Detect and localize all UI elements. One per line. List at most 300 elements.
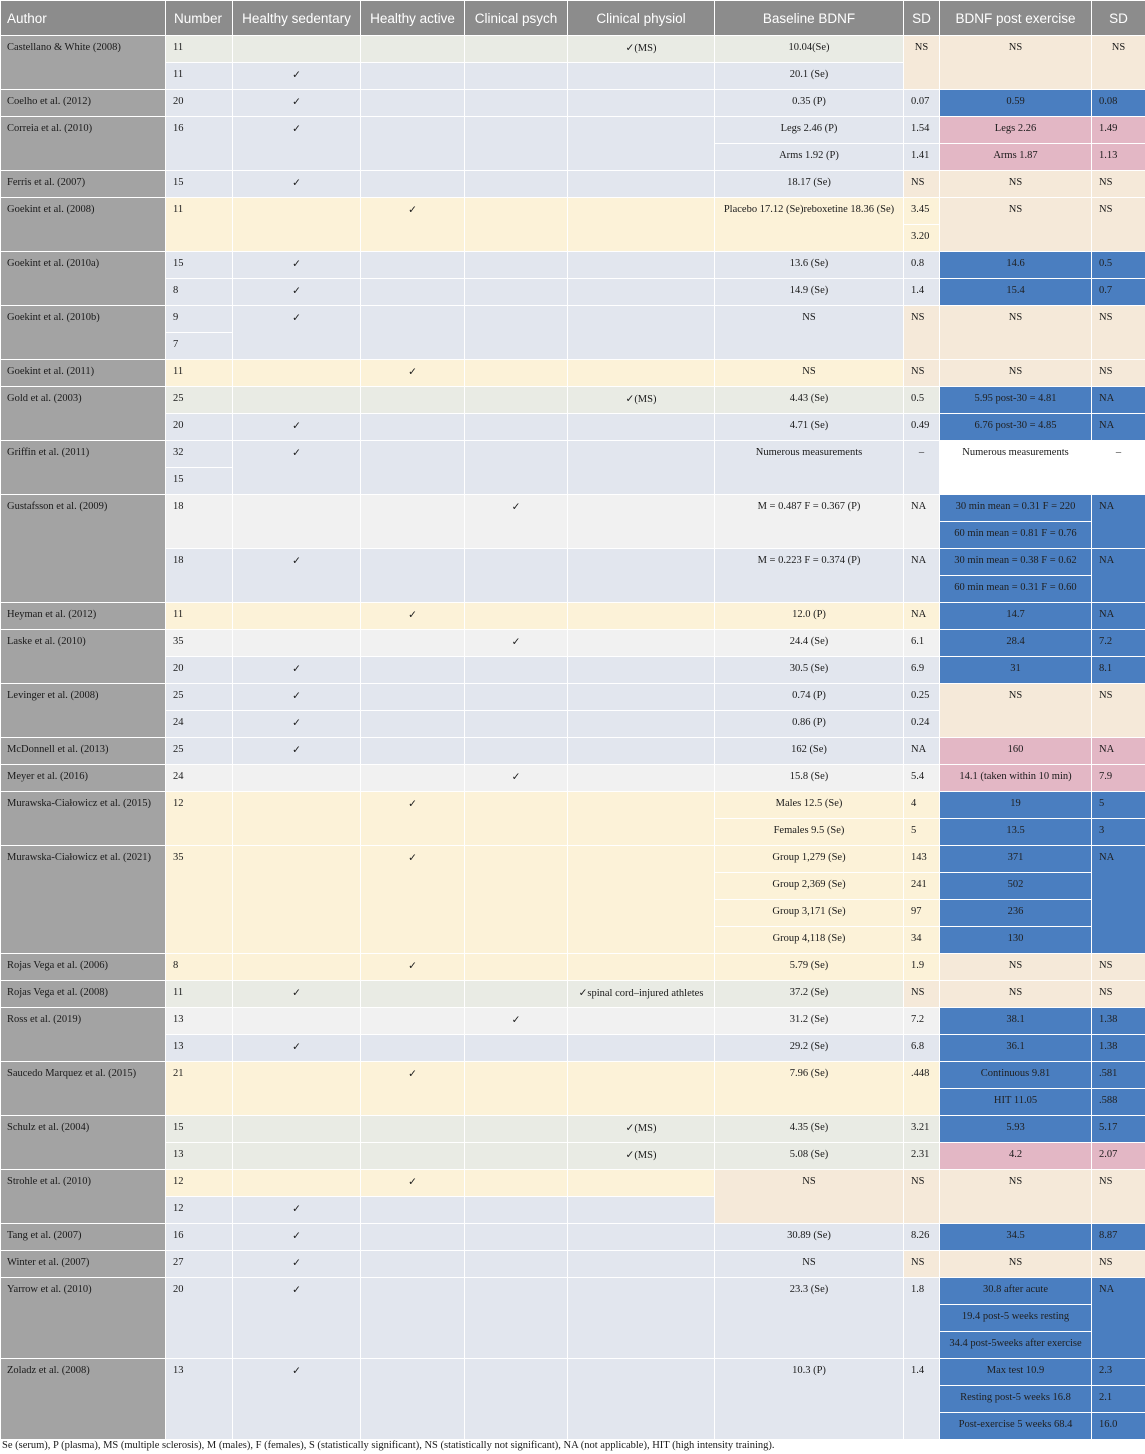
cell-text: NA bbox=[1099, 555, 1115, 566]
table-cell bbox=[715, 792, 904, 819]
table-cell bbox=[166, 171, 233, 198]
author-cell bbox=[1, 171, 166, 198]
cell-text: 0.24 bbox=[911, 717, 930, 728]
table-cell bbox=[1092, 279, 1145, 306]
table-cell bbox=[166, 1008, 233, 1035]
cell-text: 3 bbox=[1099, 825, 1105, 836]
table-cell bbox=[361, 90, 465, 117]
cell-text bbox=[233, 630, 360, 636]
cell-text: Ross et al. (2019) bbox=[7, 1014, 82, 1025]
cell-text bbox=[233, 360, 360, 366]
author-cell bbox=[1, 1062, 166, 1116]
cell-text: – bbox=[918, 447, 925, 458]
cell-text: 20 bbox=[173, 1284, 184, 1295]
cell-text: Gustafsson et al. (2009) bbox=[7, 501, 108, 512]
table-cell bbox=[940, 954, 1092, 981]
cell-text: Levinger et al. (2008) bbox=[7, 690, 99, 701]
table-cell bbox=[361, 981, 465, 1008]
cell-text: 97 bbox=[911, 906, 922, 917]
cell-text: Castellano & White (2008) bbox=[7, 42, 121, 53]
cell-text: Winter et al. (2007) bbox=[7, 1257, 90, 1268]
table-cell bbox=[940, 549, 1092, 576]
table-cell bbox=[568, 63, 715, 90]
table-row bbox=[1, 252, 1145, 279]
cell-text: Females 9.5 (Se) bbox=[773, 825, 845, 836]
cell-text bbox=[465, 198, 567, 204]
cell-text bbox=[361, 117, 464, 123]
cell-text: ✓ bbox=[292, 1204, 301, 1215]
table-cell bbox=[940, 603, 1092, 630]
cell-text: 11 bbox=[173, 69, 184, 80]
table-cell bbox=[715, 144, 904, 171]
table-cell bbox=[568, 117, 715, 171]
cell-text: 13 bbox=[173, 1149, 184, 1160]
cell-text: 35 bbox=[173, 852, 184, 863]
cell-text: Group 3,171 (Se) bbox=[772, 906, 846, 917]
table-cell bbox=[715, 171, 904, 198]
table-cell bbox=[233, 1251, 361, 1278]
cell-text: ✓ bbox=[408, 205, 417, 216]
table-cell bbox=[166, 549, 233, 603]
table-cell bbox=[361, 630, 465, 657]
cell-text bbox=[465, 63, 567, 69]
table-cell bbox=[940, 1359, 1092, 1386]
cell-text: ✓ bbox=[292, 313, 301, 324]
table-row bbox=[1, 603, 1145, 630]
cell-text: 6.8 bbox=[911, 1041, 925, 1052]
cell-text: 18 bbox=[173, 555, 184, 566]
cell-text: 15.4 bbox=[1006, 285, 1025, 296]
table-cell bbox=[233, 1008, 361, 1035]
table-cell bbox=[361, 1008, 465, 1035]
cell-text: 130 bbox=[1007, 933, 1024, 944]
table-cell bbox=[940, 1332, 1092, 1359]
table-cell bbox=[940, 792, 1092, 819]
table-row bbox=[1, 1035, 1145, 1062]
cell-text bbox=[568, 711, 714, 717]
table-cell bbox=[233, 414, 361, 441]
cell-text bbox=[361, 36, 464, 42]
cell-text: 36.1 bbox=[1006, 1041, 1025, 1052]
table-cell bbox=[233, 1359, 361, 1440]
table-cell bbox=[233, 684, 361, 711]
table-cell bbox=[715, 657, 904, 684]
cell-text bbox=[233, 495, 360, 501]
cell-text: 4.35 (Se) bbox=[789, 1122, 829, 1133]
table-cell bbox=[166, 1143, 233, 1170]
cell-text bbox=[568, 63, 714, 69]
author-cell bbox=[1, 387, 166, 441]
cell-text: 8.26 bbox=[911, 1230, 930, 1241]
table-cell bbox=[940, 1035, 1092, 1062]
cell-text bbox=[361, 657, 464, 663]
cell-text bbox=[361, 495, 464, 501]
cell-text bbox=[361, 171, 464, 177]
cell-text: Males 12.5 (Se) bbox=[775, 798, 843, 809]
header-number: Number bbox=[166, 1, 233, 36]
table-cell bbox=[1092, 1278, 1145, 1359]
table-cell bbox=[715, 1251, 904, 1278]
cell-text bbox=[568, 684, 714, 690]
cell-text: 28.4 bbox=[1006, 636, 1025, 647]
table-cell bbox=[904, 846, 940, 873]
table-cell bbox=[1092, 387, 1145, 414]
table-cell bbox=[1092, 90, 1145, 117]
table-cell bbox=[904, 819, 940, 846]
table-cell bbox=[715, 630, 904, 657]
cell-text: 10.04(Se) bbox=[788, 42, 830, 53]
cell-text: ✓ bbox=[292, 1258, 301, 1269]
cell-text bbox=[361, 1116, 464, 1122]
cell-text: 6.9 bbox=[911, 663, 925, 674]
table-cell bbox=[233, 360, 361, 387]
header-clinical-physiol: Clinical physiol bbox=[568, 1, 715, 36]
table-cell bbox=[568, 1224, 715, 1251]
table-cell bbox=[568, 387, 715, 414]
table-cell bbox=[940, 1170, 1092, 1224]
author-cell bbox=[1, 360, 166, 387]
table-cell bbox=[904, 252, 940, 279]
cell-text: ✓ bbox=[408, 367, 417, 378]
table-cell bbox=[904, 603, 940, 630]
table-cell bbox=[568, 711, 715, 738]
table-cell bbox=[715, 1008, 904, 1035]
cell-text: NA bbox=[911, 501, 927, 512]
table-cell bbox=[233, 306, 361, 360]
table-cell bbox=[904, 279, 940, 306]
table-cell bbox=[715, 549, 904, 603]
table-cell bbox=[233, 846, 361, 954]
cell-text: 30.5 (Se) bbox=[789, 663, 829, 674]
table-cell bbox=[233, 63, 361, 90]
cell-text bbox=[465, 657, 567, 663]
cell-text bbox=[568, 792, 714, 798]
cell-text: Numerous measurements bbox=[962, 447, 1069, 458]
cell-text: ✓ bbox=[511, 772, 521, 783]
table-cell bbox=[568, 36, 715, 63]
table-cell bbox=[233, 1143, 361, 1170]
table-cell bbox=[465, 1278, 568, 1359]
cell-text: ✓ bbox=[292, 718, 301, 729]
cell-text: 236 bbox=[1007, 906, 1024, 917]
table-cell bbox=[233, 630, 361, 657]
table-cell bbox=[166, 90, 233, 117]
table-cell bbox=[904, 225, 940, 252]
table-cell bbox=[465, 1143, 568, 1170]
table-cell bbox=[166, 360, 233, 387]
table-cell bbox=[233, 387, 361, 414]
cell-text: NS bbox=[1008, 1176, 1023, 1187]
table-row bbox=[1, 198, 1145, 225]
table-cell bbox=[233, 603, 361, 630]
cell-text bbox=[465, 1359, 567, 1365]
cell-text: 7 bbox=[173, 339, 179, 350]
table-cell bbox=[1092, 252, 1145, 279]
table-cell bbox=[465, 1197, 568, 1224]
table-cell bbox=[715, 1278, 904, 1359]
table-cell bbox=[940, 36, 1092, 90]
cell-text: 38.1 bbox=[1006, 1014, 1025, 1025]
table-cell bbox=[904, 1116, 940, 1143]
cell-text: 0.74 (P) bbox=[792, 690, 826, 701]
cell-text: 16 bbox=[173, 1230, 184, 1241]
cell-text: 5 bbox=[1099, 798, 1105, 809]
table-cell bbox=[166, 954, 233, 981]
table-row bbox=[1, 1251, 1145, 1278]
cell-text: Group 4,118 (Se) bbox=[772, 933, 846, 944]
table-cell bbox=[465, 117, 568, 171]
author-cell bbox=[1, 1170, 166, 1224]
table-cell bbox=[465, 171, 568, 198]
cell-text: 0.5 bbox=[911, 393, 925, 404]
table-cell bbox=[361, 549, 465, 603]
table-cell bbox=[1092, 198, 1145, 252]
cell-text: Goekint et al. (2011) bbox=[7, 366, 95, 377]
table-row bbox=[1, 981, 1145, 1008]
cell-text: ✓ bbox=[292, 1366, 301, 1377]
cell-text bbox=[568, 1359, 714, 1365]
cell-text bbox=[465, 684, 567, 690]
cell-text: ✓ bbox=[292, 124, 301, 135]
cell-text bbox=[465, 1035, 567, 1041]
table-cell bbox=[568, 441, 715, 495]
cell-text bbox=[465, 981, 567, 987]
table-cell bbox=[940, 1008, 1092, 1035]
table-cell bbox=[1092, 954, 1145, 981]
table-cell bbox=[465, 63, 568, 90]
table-cell bbox=[465, 630, 568, 657]
cell-text: 2.1 bbox=[1099, 1392, 1113, 1403]
author-cell bbox=[1, 117, 166, 171]
table-cell bbox=[233, 1170, 361, 1197]
table-row bbox=[1, 90, 1145, 117]
table-cell bbox=[1092, 1251, 1145, 1278]
table-row bbox=[1, 1143, 1145, 1170]
cell-text: 7.9 bbox=[1099, 771, 1113, 782]
table-cell bbox=[166, 792, 233, 846]
cell-text: Goekint et al. (2010a) bbox=[7, 258, 100, 269]
cell-text: 3.45 bbox=[911, 204, 930, 215]
cell-text: 25 bbox=[173, 393, 184, 404]
table-cell bbox=[1092, 117, 1145, 144]
table-cell bbox=[465, 1359, 568, 1440]
table-cell bbox=[568, 1278, 715, 1359]
table-cell bbox=[904, 441, 940, 495]
cell-text: 30.89 (Se) bbox=[787, 1230, 831, 1241]
table-cell bbox=[940, 1143, 1092, 1170]
table-cell bbox=[361, 117, 465, 171]
table-cell bbox=[1092, 144, 1145, 171]
cell-text: 0.07 bbox=[911, 96, 930, 107]
table-cell bbox=[1092, 360, 1145, 387]
table-cell bbox=[715, 711, 904, 738]
table-cell bbox=[568, 981, 715, 1008]
cell-text: Continuous 9.81 bbox=[980, 1068, 1051, 1079]
cell-text: Goekint et al. (2008) bbox=[7, 204, 95, 215]
cell-text: 5.95 post-30 = 4.81 bbox=[974, 393, 1057, 404]
cell-text bbox=[361, 630, 464, 636]
table-row bbox=[1, 279, 1145, 306]
author-cell bbox=[1, 441, 166, 495]
table-cell bbox=[1092, 414, 1145, 441]
cell-text: NS bbox=[1099, 204, 1113, 215]
table-row bbox=[1, 549, 1145, 576]
cell-text: 60 min mean = 0.31 F = 0.60 bbox=[954, 582, 1077, 593]
cell-text: 162 (Se) bbox=[791, 744, 827, 755]
cell-text: HIT 11.05 bbox=[993, 1095, 1038, 1106]
cell-text: 2.31 bbox=[911, 1149, 930, 1160]
cell-text: 11 bbox=[173, 987, 184, 998]
cell-text: 31.2 (Se) bbox=[789, 1014, 829, 1025]
cell-text bbox=[465, 360, 567, 366]
cell-text: 371 bbox=[1007, 852, 1024, 863]
cell-text: 14.1 (taken within 10 min) bbox=[959, 771, 1072, 782]
cell-text bbox=[568, 1278, 714, 1284]
cell-text: 16 bbox=[173, 123, 184, 134]
header-post-sd: SD bbox=[1092, 1, 1145, 36]
table-cell bbox=[1092, 981, 1145, 1008]
cell-text: ✓ bbox=[292, 664, 301, 675]
table-cell bbox=[715, 1035, 904, 1062]
cell-text bbox=[465, 1251, 567, 1257]
author-cell bbox=[1, 36, 166, 90]
header-healthy-active: Healthy active bbox=[361, 1, 465, 36]
cell-text bbox=[465, 252, 567, 258]
cell-text: NS bbox=[914, 42, 929, 53]
cell-text: 2.3 bbox=[1099, 1365, 1113, 1376]
table-row bbox=[1, 738, 1145, 765]
table-cell bbox=[568, 630, 715, 657]
cell-text: 241 bbox=[911, 879, 927, 890]
table-cell bbox=[233, 954, 361, 981]
table-cell bbox=[1092, 1386, 1145, 1413]
cell-text: 1.4 bbox=[911, 1365, 925, 1376]
table-cell bbox=[465, 954, 568, 981]
author-cell bbox=[1, 981, 166, 1008]
table-cell bbox=[940, 171, 1092, 198]
cell-text: NS bbox=[911, 987, 925, 998]
cell-text: 16.0 bbox=[1099, 1419, 1118, 1430]
table-footnote: Se (serum), P (plasma), MS (multiple sclerosis), M (males), F (females), S (statistically significant), NS (statistically not significant), NA (not applicable), HIT (high intensity training). bbox=[2, 1440, 775, 1451]
table-cell bbox=[465, 765, 568, 792]
cell-text: Rojas Vega et al. (2006) bbox=[7, 960, 108, 971]
table-cell bbox=[940, 198, 1092, 252]
author-cell bbox=[1, 1251, 166, 1278]
cell-text: ✓ bbox=[292, 1285, 301, 1296]
table-cell bbox=[166, 630, 233, 657]
table-cell bbox=[904, 171, 940, 198]
table-cell bbox=[166, 441, 233, 468]
table-row bbox=[1, 36, 1145, 63]
cell-text: 1.8 bbox=[911, 1284, 925, 1295]
cell-text bbox=[465, 36, 567, 42]
cell-text: Arms 1.87 bbox=[993, 150, 1038, 161]
table-cell bbox=[940, 1116, 1092, 1143]
table-cell bbox=[568, 549, 715, 603]
cell-text: 19.4 post-5 weeks resting bbox=[961, 1311, 1070, 1322]
table-cell bbox=[568, 1062, 715, 1116]
table-cell bbox=[904, 900, 940, 927]
cell-text: M = 0.487 F = 0.367 (P) bbox=[757, 501, 861, 512]
table-cell bbox=[361, 171, 465, 198]
author-cell bbox=[1, 495, 166, 603]
table-cell bbox=[361, 603, 465, 630]
table-cell bbox=[361, 495, 465, 549]
author-cell bbox=[1, 198, 166, 252]
table-cell bbox=[904, 549, 940, 603]
table-cell bbox=[233, 279, 361, 306]
cell-text bbox=[361, 252, 464, 258]
table-cell bbox=[568, 1035, 715, 1062]
table-cell bbox=[1092, 1008, 1145, 1035]
cell-text bbox=[361, 414, 464, 420]
cell-text: NS bbox=[1099, 960, 1113, 971]
table-cell bbox=[1092, 1224, 1145, 1251]
cell-text bbox=[361, 441, 464, 447]
cell-text: 13 bbox=[173, 1365, 184, 1376]
table-cell bbox=[715, 1143, 904, 1170]
table-cell bbox=[166, 846, 233, 954]
table-cell bbox=[715, 252, 904, 279]
table-cell bbox=[904, 90, 940, 117]
cell-text: ✓ bbox=[292, 286, 301, 297]
cell-text: ✓ bbox=[408, 1069, 417, 1080]
table-cell bbox=[904, 360, 940, 387]
table-row bbox=[1, 684, 1145, 711]
cell-text: ✓ bbox=[408, 961, 417, 972]
cell-text: NS bbox=[1099, 690, 1113, 701]
table-cell bbox=[940, 1224, 1092, 1251]
table-cell bbox=[568, 90, 715, 117]
cell-text: 13.5 bbox=[1006, 825, 1025, 836]
author-cell bbox=[1, 684, 166, 738]
cell-text: 4.71 (Se) bbox=[789, 420, 829, 431]
cell-text: NA bbox=[1099, 420, 1115, 431]
cell-text: ✓ bbox=[292, 691, 301, 702]
table-cell bbox=[904, 792, 940, 819]
table-cell bbox=[1092, 1089, 1145, 1116]
cell-text bbox=[233, 765, 360, 771]
cell-text: NS bbox=[911, 366, 925, 377]
table-cell bbox=[361, 441, 465, 495]
table-cell bbox=[233, 765, 361, 792]
table-cell bbox=[940, 576, 1092, 603]
table-cell bbox=[233, 738, 361, 765]
table-cell bbox=[904, 684, 940, 711]
cell-text: NS bbox=[1099, 177, 1113, 188]
table-cell bbox=[940, 1305, 1092, 1332]
table-cell bbox=[1092, 1359, 1145, 1386]
cell-text: 27 bbox=[173, 1257, 184, 1268]
cell-text: M = 0.223 F = 0.374 (P) bbox=[757, 555, 861, 566]
cell-text: 24 bbox=[173, 717, 184, 728]
table-cell bbox=[940, 1089, 1092, 1116]
cell-text: NS bbox=[1099, 1176, 1113, 1187]
cell-text bbox=[361, 279, 464, 285]
author-cell bbox=[1, 846, 166, 954]
table-cell bbox=[904, 306, 940, 360]
table-cell bbox=[904, 657, 940, 684]
table-cell bbox=[904, 954, 940, 981]
table-cell bbox=[715, 846, 904, 873]
cell-text bbox=[465, 792, 567, 798]
table-cell bbox=[1092, 603, 1145, 630]
table-cell bbox=[904, 1062, 940, 1116]
cell-text: 1.4 bbox=[911, 285, 925, 296]
table-cell bbox=[166, 117, 233, 171]
author-cell bbox=[1, 738, 166, 765]
cell-text: ✓ bbox=[408, 853, 417, 864]
